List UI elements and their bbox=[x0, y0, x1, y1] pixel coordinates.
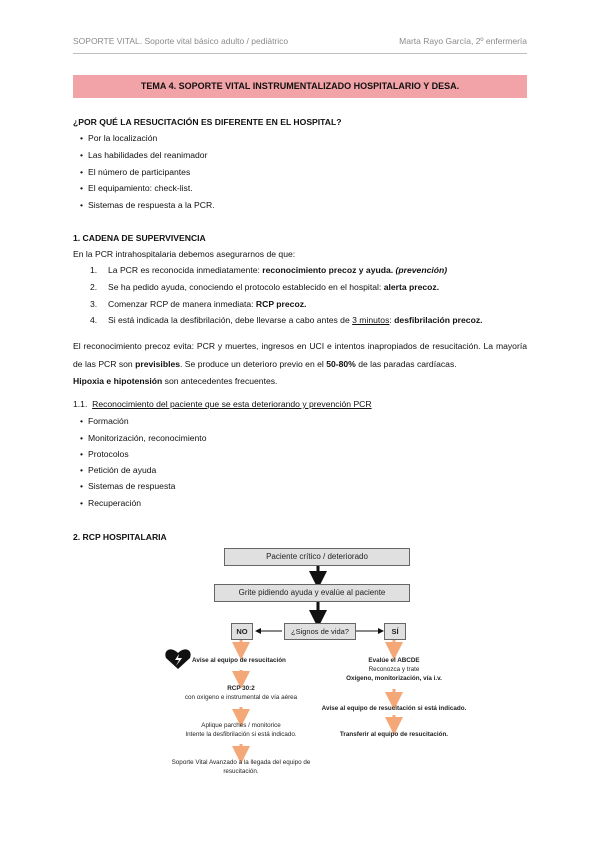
section1-intro: En la PCR intrahospitalaria debemos asegurarnos de que: bbox=[73, 249, 296, 259]
flow-si: SÍ bbox=[384, 623, 406, 640]
section11-heading: 1.1. Reconocimiento del paciente que se esta deteriorando y prevención PCR bbox=[73, 399, 372, 409]
numbered-item: 3. Comenzar RCP de manera inmediata: RCP precoz. bbox=[90, 299, 307, 309]
flow-no-step1: Avise al equipo de resucitación bbox=[192, 657, 286, 664]
flow-si-step1-b: Reconozca y trate bbox=[368, 666, 420, 673]
flow-si-step2: Avise al equipo de resucitación si está indicado. bbox=[321, 705, 467, 712]
s11-item: • Petición de ayuda bbox=[80, 465, 156, 475]
flow-si-step1-c: Oxígeno, monitorización, vía i.v. bbox=[346, 675, 442, 682]
flow-no-step2: RCP 30:2 bbox=[227, 685, 255, 692]
numbered-item: 1. La PCR es reconocida inmediatamente: reconocimiento precoz y ayuda. (prevención) bbox=[90, 265, 448, 275]
s11-item: • Sistemas de respuesta bbox=[80, 481, 175, 491]
s11-item: • Recuperación bbox=[80, 498, 141, 508]
s11-item: • Monitorización, reconocimiento bbox=[80, 433, 206, 443]
flow-no-step4: Soporte Vital Avanzado a la llegada del equipo de bbox=[171, 759, 311, 766]
section1-heading: 1. CADENA DE SUPERVIVENCIA bbox=[73, 233, 206, 243]
flow-question: ¿Signos de vida? bbox=[284, 623, 356, 640]
why-item: • El equipamiento: check-list. bbox=[80, 183, 193, 193]
why-heading: ¿POR QUÉ LA RESUCITACIÓN ES DIFERENTE EN EL HOSPITAL? bbox=[73, 117, 342, 127]
section1-paragraph: El reconocimiento precoz evita: PCR y muertes, ingresos en UCI e intentos inapropiados de resucitación. La mayoría de las PCR son previsibles. Se produce un deterioro previo en el 50-80% de las paradas cardíacas. Hipoxia e hipotensión son antecedentes frecuentes. bbox=[73, 341, 527, 386]
s11-item: • Formación bbox=[80, 416, 129, 426]
header-left: SOPORTE VITAL. Soporte vital básico adulto / pediátrico bbox=[73, 36, 289, 46]
page-title: TEMA 4. SOPORTE VITAL INSTRUMENTALIZADO HOSPITALARIO Y DESA. bbox=[73, 75, 527, 98]
section2-heading: 2. RCP HOSPITALARIA bbox=[73, 532, 167, 542]
heart-bolt-icon bbox=[165, 649, 190, 669]
flow-box-call-help: Grite pidiendo ayuda y evalúe al paciente bbox=[214, 584, 410, 602]
flow-si-step3: Transferir al equipo de resucitación. bbox=[339, 731, 449, 738]
flow-box-patient: Paciente crítico / deteriorado bbox=[224, 548, 410, 566]
why-item: • Sistemas de respuesta a la PCR. bbox=[80, 200, 215, 210]
flow-no-step3-sub: Intente la desfibrilación si está indicado. bbox=[185, 731, 297, 738]
flow-no-step4-sub: resucitación. bbox=[223, 768, 259, 775]
s11-item: • Protocolos bbox=[80, 449, 129, 459]
flow-no-step2-sub: con oxígeno e instrumental de vía aérea bbox=[184, 694, 298, 701]
numbered-item: 4. Si está indicada la desfibrilación, debe llevarse a cabo antes de 3 minutos: desfibrilación precoz. bbox=[90, 315, 483, 325]
numbered-item: 2. Se ha pedido ayuda, conociendo el protocolo establecido en el hospital: alerta precoz. bbox=[90, 282, 440, 292]
flow-si-step1: Evalúe el ABCDE bbox=[368, 657, 420, 664]
why-item: • Por la localización bbox=[80, 133, 157, 143]
flow-no: NO bbox=[231, 623, 253, 640]
why-item: • Las habilidades del reanimador bbox=[80, 150, 207, 160]
why-item: • El número de participantes bbox=[80, 167, 190, 177]
flow-no-step3: Aplique parches / monitorice bbox=[201, 722, 281, 729]
header-right: Marta Rayo García, 2º enfermería bbox=[399, 36, 527, 46]
